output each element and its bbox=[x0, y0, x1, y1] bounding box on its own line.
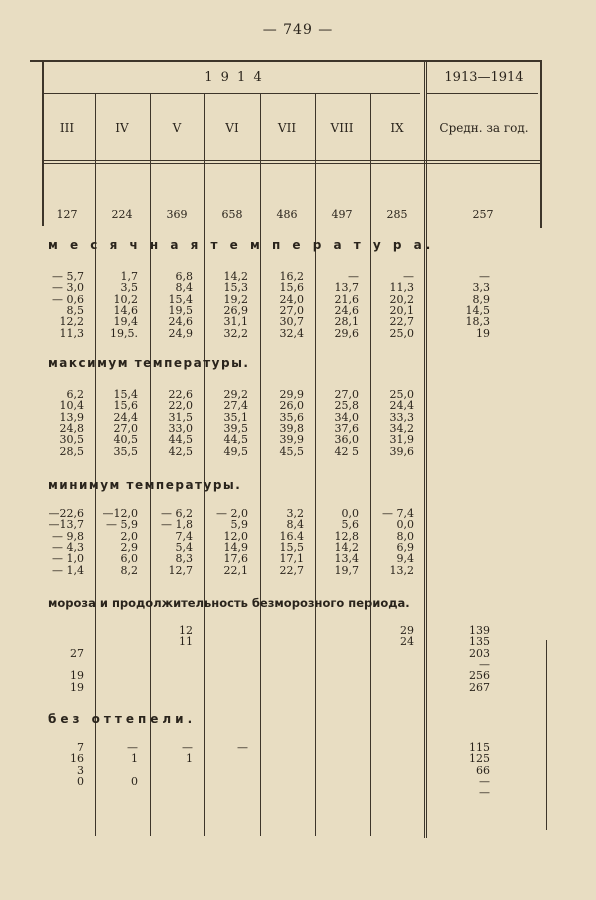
table-cell: 66 bbox=[476, 763, 490, 777]
annual-label: Средн. за год. bbox=[439, 121, 529, 135]
table-cell: 40,5 bbox=[113, 433, 138, 447]
table-cell: 24,6 bbox=[334, 303, 359, 317]
table-cell: 13,2 bbox=[389, 563, 414, 577]
table-cell: 10,2 bbox=[113, 292, 138, 306]
table-cell: 1 bbox=[186, 752, 193, 766]
table-cell: 16,2 bbox=[279, 270, 304, 283]
table-cell: — 4,3 bbox=[52, 540, 84, 554]
month-header: IX bbox=[390, 121, 404, 135]
table-cell: 44,5 bbox=[168, 433, 193, 447]
table-cell: 27 bbox=[70, 646, 84, 660]
table-cell: 39,8 bbox=[279, 421, 304, 435]
table-cell: 12,2 bbox=[59, 315, 84, 329]
table-cell: 22,6 bbox=[168, 388, 193, 401]
table-cell: 17,6 bbox=[223, 552, 248, 566]
table-cell: 24,0 bbox=[279, 292, 304, 306]
table-cell: 19 bbox=[70, 669, 84, 683]
column-separator bbox=[204, 94, 205, 836]
table-cell: 14,6 bbox=[113, 303, 138, 317]
table-cell: — bbox=[127, 741, 138, 754]
table-cell: 14,5 bbox=[465, 303, 490, 317]
year-heading: 1 9 1 4 bbox=[204, 70, 264, 85]
table-cell: — bbox=[479, 270, 490, 283]
table-cell: 25,8 bbox=[334, 399, 359, 413]
table-cell: 5,6 bbox=[341, 518, 359, 532]
table-cell: — bbox=[348, 270, 359, 283]
table-cell: 18,3 bbox=[465, 315, 490, 329]
table-cell: 267 bbox=[469, 680, 490, 694]
table-cell: 29,6 bbox=[334, 326, 359, 340]
table-cell: —12,0 bbox=[102, 507, 138, 520]
table-cell: 13,7 bbox=[334, 281, 359, 295]
table-cell: — 1,8 bbox=[161, 518, 193, 532]
table-cell: 13,9 bbox=[59, 410, 84, 424]
precip-cell: 486 bbox=[276, 208, 298, 221]
table-cell: —13,7 bbox=[48, 518, 84, 532]
table-cell: 19,5. bbox=[110, 326, 138, 340]
month-header: V bbox=[172, 121, 182, 135]
table-cell: 15,3 bbox=[223, 281, 248, 295]
table-cell: 256 bbox=[469, 669, 490, 683]
table-cell: 125 bbox=[469, 752, 490, 766]
table-cell: 8,0 bbox=[396, 529, 414, 543]
table-cell: 31,5 bbox=[168, 410, 193, 424]
section-title-max-temp: максимум температуры. bbox=[48, 356, 250, 370]
table-cell: 24,9 bbox=[168, 326, 193, 340]
table-cell: 8,3 bbox=[175, 552, 193, 566]
table-cell: 135 bbox=[469, 635, 490, 649]
table-cell: 6,2 bbox=[66, 388, 84, 401]
table-cell: 19 bbox=[476, 326, 490, 340]
table-cell: 24 bbox=[400, 635, 414, 649]
table-cell: 2,0 bbox=[120, 529, 138, 543]
table-cell: 24,6 bbox=[168, 315, 193, 329]
section-title-frost: мороза и продолжительность безморозного периода. bbox=[48, 596, 410, 610]
table-cell: 39,9 bbox=[279, 433, 304, 447]
table-cell: — 3,0 bbox=[52, 281, 84, 295]
table-cell: 19,4 bbox=[113, 315, 138, 329]
table-cell: 28,5 bbox=[59, 444, 84, 458]
table-cell: 45,5 bbox=[279, 444, 304, 458]
table-cell: 2,9 bbox=[120, 540, 138, 554]
table-cell: 7 bbox=[77, 741, 84, 754]
table-cell: 39,6 bbox=[389, 444, 414, 458]
table-cell: 3,5 bbox=[120, 281, 138, 295]
table-cell: 12,8 bbox=[334, 529, 359, 543]
table-cell: 19,2 bbox=[223, 292, 248, 306]
table-cell: 31,1 bbox=[223, 315, 248, 329]
table-cell: 5,4 bbox=[175, 540, 193, 554]
table-cell: 26,0 bbox=[279, 399, 304, 413]
table-cell: 8,4 bbox=[286, 518, 304, 532]
table-cell: 15,6 bbox=[279, 281, 304, 295]
table-cell: 32,2 bbox=[223, 326, 248, 340]
table-cell: 34,2 bbox=[389, 421, 414, 435]
table-cell: — bbox=[403, 270, 414, 283]
table-cell: 30,7 bbox=[279, 315, 304, 329]
table-cell: 139 bbox=[469, 624, 490, 637]
table-cell: — 7,4 bbox=[382, 507, 414, 520]
table-cell: 36,0 bbox=[334, 433, 359, 447]
precip-cell: 224 bbox=[111, 208, 133, 221]
table-cell: 1,7 bbox=[120, 270, 138, 283]
table-cell: 11,3 bbox=[59, 326, 84, 340]
table-cell: 8,2 bbox=[120, 563, 138, 577]
table-cell: 29,9 bbox=[279, 388, 304, 401]
table-cell: — 5,7 bbox=[52, 270, 84, 283]
table-cell: 24,4 bbox=[113, 410, 138, 424]
table-cell: 8,5 bbox=[66, 303, 84, 317]
table-cell: 14,2 bbox=[334, 540, 359, 554]
table-cell: 37,6 bbox=[334, 421, 359, 435]
column-separator bbox=[315, 94, 316, 836]
table-cell: 27,0 bbox=[334, 388, 359, 401]
section-title-min-temp: минимум температуры. bbox=[48, 478, 242, 492]
table-cell: 19 bbox=[70, 680, 84, 694]
table-cell: 3,3 bbox=[472, 281, 490, 295]
table-cell: 16.4 bbox=[279, 529, 304, 543]
table-cell: 25,0 bbox=[389, 388, 414, 401]
table-cell: 21,6 bbox=[334, 292, 359, 306]
table-cell: — 6,2 bbox=[161, 507, 193, 520]
table-cell: 14,2 bbox=[223, 270, 248, 283]
table-cell: 31,9 bbox=[389, 433, 414, 447]
table-cell: —22,6 bbox=[48, 507, 84, 520]
table-cell: — bbox=[479, 774, 490, 788]
table-cell: 44,5 bbox=[223, 433, 248, 447]
table-cell: 6,8 bbox=[175, 270, 193, 283]
table-cell: 0 bbox=[131, 774, 138, 788]
table-cell: — bbox=[182, 741, 193, 754]
table-cell: 8,9 bbox=[472, 292, 490, 306]
table-cell: — 1,4 bbox=[52, 563, 84, 577]
section-title-monthly-temp: м е с я ч н а я т е м п е р а т у р а. bbox=[48, 238, 435, 252]
precip-cell: 497 bbox=[331, 208, 353, 221]
table-cell: 33,0 bbox=[168, 421, 193, 435]
month-header: VIII bbox=[330, 121, 354, 135]
table-cell: 115 bbox=[469, 741, 490, 754]
table-cell: 25,0 bbox=[389, 326, 414, 340]
precip-cell: 658 bbox=[221, 208, 243, 221]
table-cell: — 0,6 bbox=[52, 292, 84, 306]
table-cell: 15,4 bbox=[113, 388, 138, 401]
table-cell: — 5,9 bbox=[106, 518, 138, 532]
precip-cell: 127 bbox=[56, 208, 78, 221]
table-cell: 1 bbox=[131, 752, 138, 766]
table-cell: 22,7 bbox=[279, 563, 304, 577]
table-cell: 26,9 bbox=[223, 303, 248, 317]
table-cell: — bbox=[479, 786, 490, 800]
column-separator bbox=[424, 60, 427, 838]
table-cell: 11 bbox=[179, 635, 193, 649]
table-cell: 12 bbox=[179, 624, 193, 637]
table-cell: 8,4 bbox=[175, 281, 193, 295]
table-cell: 34,0 bbox=[334, 410, 359, 424]
table-cell: 33,3 bbox=[389, 410, 414, 424]
table-cell: 19,5 bbox=[168, 303, 193, 317]
table-cell: 17,1 bbox=[279, 552, 304, 566]
column-separator bbox=[370, 94, 371, 836]
precip-cell: 285 bbox=[386, 208, 408, 221]
table-cell: 20,2 bbox=[389, 292, 414, 306]
table-cell: 20,1 bbox=[389, 303, 414, 317]
precip-cell: 369 bbox=[166, 208, 188, 221]
table-cell: 203 bbox=[469, 646, 490, 660]
table-cell: 29,2 bbox=[223, 388, 248, 401]
table-cell: 7,4 bbox=[175, 529, 193, 543]
table-cell: 39,5 bbox=[223, 421, 248, 435]
table-cell: 10,4 bbox=[59, 399, 84, 413]
table-cell: 27,0 bbox=[113, 421, 138, 435]
table-cell: 15,5 bbox=[279, 540, 304, 554]
period-heading: 1913—1914 bbox=[444, 70, 524, 85]
table-cell: 28,1 bbox=[334, 315, 359, 329]
table-cell: 35,6 bbox=[279, 410, 304, 424]
table-cell: 35,1 bbox=[223, 410, 248, 424]
table-cell: 27,0 bbox=[279, 303, 304, 317]
table-cell: 32,4 bbox=[279, 326, 304, 340]
month-header: VI bbox=[225, 121, 239, 135]
table-cell: 0 bbox=[77, 774, 84, 788]
table-cell: 6,9 bbox=[396, 540, 414, 554]
table-cell: 35,5 bbox=[113, 444, 138, 458]
table-cell: 22,7 bbox=[389, 315, 414, 329]
table-cell: 24,8 bbox=[59, 421, 84, 435]
table-cell: 42,5 bbox=[168, 444, 193, 458]
table-cell: — 9,8 bbox=[52, 529, 84, 543]
table-cell: — bbox=[237, 741, 248, 754]
table-cell: 9,4 bbox=[396, 552, 414, 566]
table-cell: 3,2 bbox=[286, 507, 304, 520]
table-cell: 42 5 bbox=[334, 444, 359, 458]
month-header: III bbox=[59, 121, 75, 135]
table-cell: 29 bbox=[400, 624, 414, 637]
table-cell: — 2,0 bbox=[216, 507, 248, 520]
table-cell: 16 bbox=[70, 752, 84, 766]
table-cell: 49,5 bbox=[223, 444, 248, 458]
table-cell: 30,5 bbox=[59, 433, 84, 447]
table-cell: 3 bbox=[77, 763, 84, 777]
table-cell: 14,9 bbox=[223, 540, 248, 554]
table-cell: 0,0 bbox=[396, 518, 414, 532]
section-title-no-thaw: без оттепели. bbox=[48, 712, 197, 726]
table-cell: 19,7 bbox=[334, 563, 359, 577]
table-cell: 24,4 bbox=[389, 399, 414, 413]
table-cell: 15,4 bbox=[168, 292, 193, 306]
page-number: — 749 — bbox=[262, 22, 334, 38]
precip-cell: 257 bbox=[472, 208, 494, 221]
table-cell: 13,4 bbox=[334, 552, 359, 566]
table-cell: 27,4 bbox=[223, 399, 248, 413]
column-separator bbox=[260, 94, 261, 836]
table-cell: — 1,0 bbox=[52, 552, 84, 566]
month-header: VII bbox=[277, 121, 297, 135]
table-cell: 15,6 bbox=[113, 399, 138, 413]
table-cell: 0,0 bbox=[341, 507, 359, 520]
table-cell: — bbox=[479, 657, 490, 671]
table-cell: 12,7 bbox=[168, 563, 193, 577]
table-cell: 12,0 bbox=[223, 529, 248, 543]
table-cell: 22,0 bbox=[168, 399, 193, 413]
table-cell: 6,0 bbox=[120, 552, 138, 566]
table-cell: 5,9 bbox=[230, 518, 248, 532]
table-cell: 22,1 bbox=[223, 563, 248, 577]
table-cell: 11,3 bbox=[389, 281, 414, 295]
month-header: IV bbox=[115, 121, 129, 135]
